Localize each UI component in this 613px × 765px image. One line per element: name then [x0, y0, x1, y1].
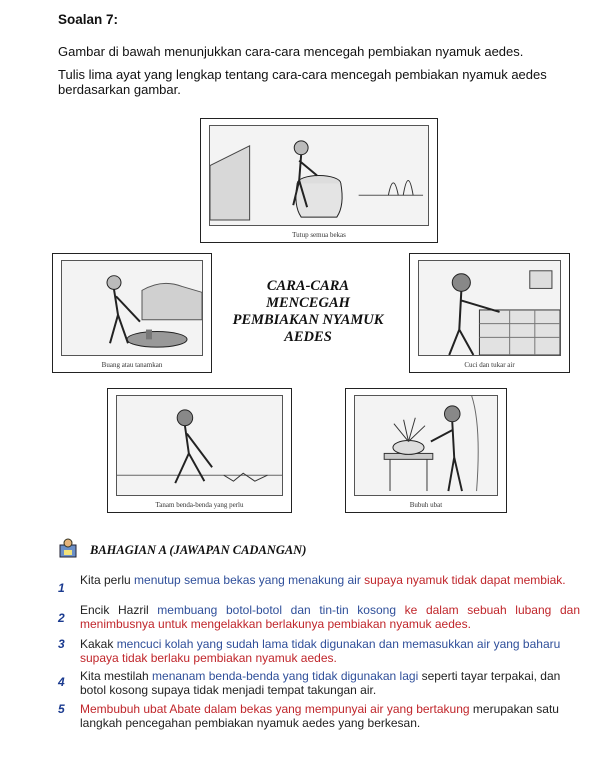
adding-medicine-illustration [354, 395, 498, 496]
picture-caption: Bubuh ubat [409, 501, 443, 509]
question-intro: Gambar di bawah menunjukkan cara-cara mencegah pembiakan nyamuk aedes. [58, 44, 524, 59]
picture-wash-basin [409, 253, 570, 373]
answer-text: untuk mengelakkan berlakunya pembiakan nyamuk aedes. [158, 617, 471, 631]
picture-caption: Tutup semua bekas [292, 231, 346, 239]
section-heading: BAHAGIAN A (JAWAPAN CADANGAN) [90, 543, 307, 557]
center-title-line: AEDES [284, 329, 332, 345]
picture-caption: Buang atau tanamkan [101, 361, 163, 369]
picture-add-medicine [345, 388, 507, 513]
covering-container-illustration [209, 125, 429, 226]
answer-text: menutup semua bekas yang menakung air [134, 573, 365, 587]
center-title-line: PEMBIAKAN NYAMUK [232, 312, 384, 328]
answer-text: merupakan satu langkah pencegahan pembiakan nyamuk aedes yang berkesan. [80, 702, 559, 730]
answer-text: Kakak [80, 637, 117, 651]
answer-text: mencuci kolah yang sudah lama tidak digunakan dan memasukkan air yang baharu [116, 637, 561, 651]
center-title [228, 278, 388, 346]
answer-text: Kita perlu [80, 573, 135, 587]
answer-text: menanam benda-benda yang tidak digunakan lagi [152, 669, 422, 683]
picture-cover-containers [200, 118, 438, 243]
throwing-rubbish-illustration [61, 260, 203, 356]
burying-items-illustration [116, 395, 283, 496]
answer-text: Encik Hazril [80, 603, 158, 617]
answer-number: 3 [58, 637, 65, 651]
answer-number: 1 [58, 581, 65, 595]
washing-basin-illustration [418, 260, 561, 356]
answer-1 [80, 573, 580, 587]
answer-text: ke dalam sebuah lubang dan menimbusnya [80, 603, 580, 631]
answer-number: 5 [58, 702, 65, 716]
picture-bury-items [107, 388, 292, 513]
answer-number: 2 [58, 611, 65, 625]
answer-2 [80, 603, 580, 631]
answer-text: Kita mestilah [80, 669, 153, 683]
answer-text: supaya tidak berlaku pembiakan nyamuk aedes. [80, 651, 337, 665]
answer-text: seperti tayar terpakai, dan botol kosong supaya tidak menjadi tempat takungan air. [80, 669, 561, 697]
teacher-icon [58, 537, 78, 559]
center-title-line: MENCEGAH [266, 295, 350, 311]
answer-text: membuang botol-botol dan tin-tin kosong [157, 603, 405, 617]
question-title: Soalan 7: [58, 12, 119, 27]
answer-number: 4 [58, 675, 65, 689]
center-title-line: CARA-CARA [266, 278, 350, 294]
answer-text: supaya nyamuk tidak dapat membiak. [364, 573, 566, 587]
answer-4 [80, 669, 580, 697]
answer-3 [80, 637, 580, 665]
question-instruction: Tulis lima ayat yang lengkap tentang cara-cara mencegah pembiakan nyamuk aedes berdasarkan gambar. [58, 67, 547, 97]
answer-text: Membubuh ubat Abate dalam bekas yang mempunyai air yang bertakung [80, 702, 473, 716]
answer-5 [80, 702, 580, 730]
picture-caption: Cuci dan tukar air [464, 361, 515, 369]
picture-throw-rubbish [52, 253, 212, 373]
picture-caption: Tanam benda-benda yang perlu [155, 501, 244, 509]
